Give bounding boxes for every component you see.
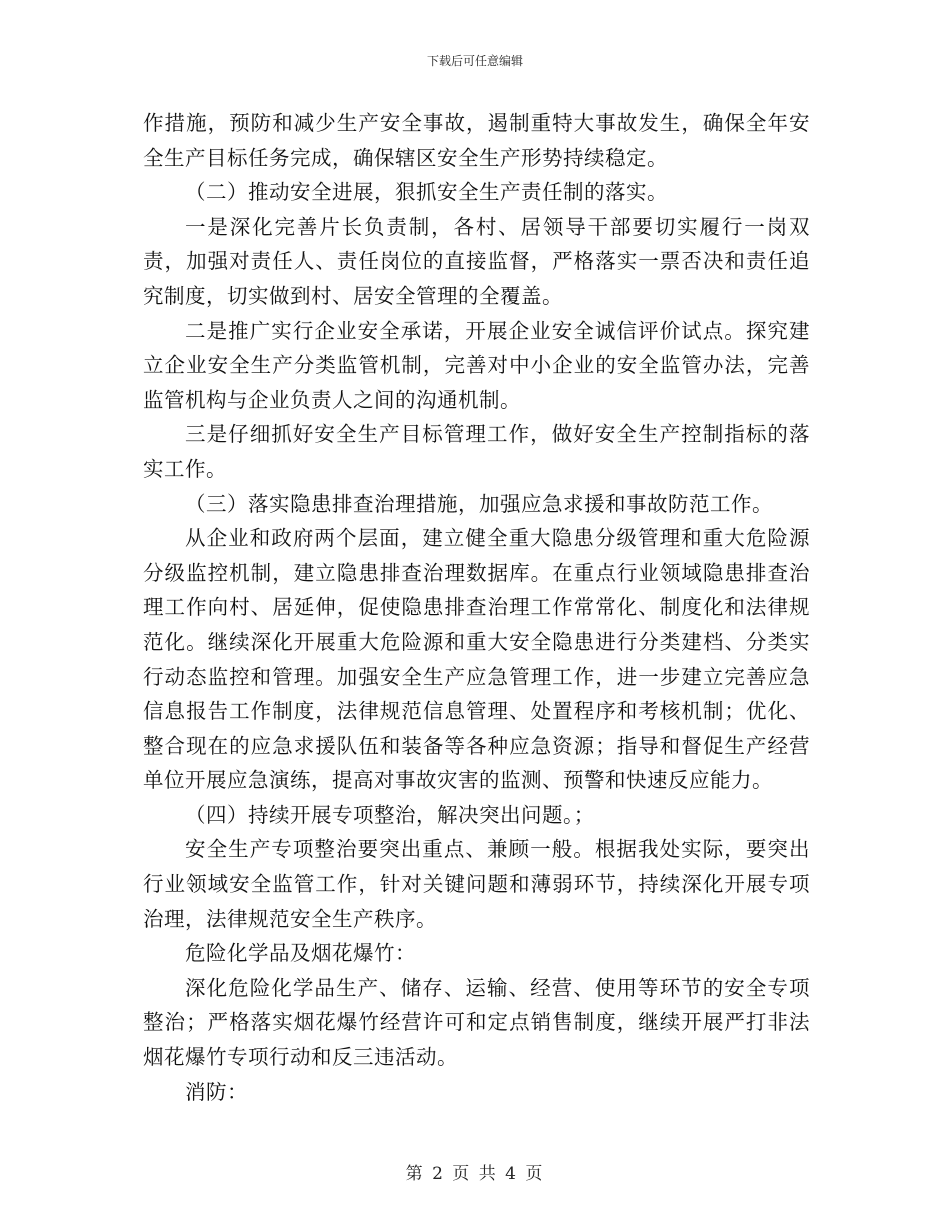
paragraph: 从企业和政府两个层面，建立健全重大隐患分级管理和重大危险源分级监控机制，建立隐患排查治理数据库。在重点行业领域隐患排查治理工作向村、居延伸，促使隐患排查治理工作常常化、制度化和法律规范化。继续深化开展重大危险源和重大安全隐患进行分类建档、分类实行动态监控和管理。加强安全生产应急管理工作，进一步建立完善应急信息报告工作制度，法律规范信息管理、处置程序和考核机制；优化、整合现在的应急求援队伍和装备等各种应急资源；指导和督促生产经营单位开展应急演练，提高对事故灾害的监测、预警和快速反应能力。: [143, 526, 810, 793]
page-footer: 第 2 页 共 4 页: [405, 1164, 545, 1184]
paragraph: 作措施，预防和减少生产安全事故，遏制重特大事故发生，确保全年安全生产目标任务完成，确保辖区安全生产形势持续稳定。: [143, 111, 810, 170]
paragraph: 一是深化完善片长负责制，各村、居领导干部要切实履行一岗双责，加强对责任人、责任岗位的直接监督，严格落实一票否决和责任追究制度，切实做到村、居安全管理的全覆盖。: [143, 214, 810, 308]
paragraph: 三是仔细抓好安全生产目标管理工作，做好安全生产控制指标的落实工作。: [143, 422, 810, 481]
section-heading: （四）持续开展专项整治，解决突出问题。；: [185, 802, 595, 827]
subheading: 危险化学品及烟花爆竹：: [185, 941, 416, 966]
page-header: 下载后可任意编辑: [426, 54, 523, 68]
subheading: 消防：: [185, 1079, 248, 1104]
section-heading: （三）落实隐患排查治理措施，加强应急求援和事故防范工作。: [185, 491, 773, 516]
section-heading: （二）推动安全进展，狠抓安全生产责任制的落实。: [185, 180, 668, 205]
paragraph: 深化危险化学品生产、储存、运输、经营、使用等环节的安全专项整治；严格落实烟花爆竹经营许可和定点销售制度，继续开展严打非法烟花爆竹专项行动和反三违活动。: [143, 975, 810, 1070]
paragraph: 安全生产专项整治要突出重点、兼顾一般。根据我处实际，要突出行业领域安全监管工作，针对关键问题和薄弱环节，持续深化开展专项治理，法律规范安全生产秩序。: [143, 837, 810, 931]
paragraph: 二是推广实行企业安全承诺，开展企业安全诚信评价试点。探究建立企业安全生产分类监管机制，完善对中小企业的安全监管办法，完善监管机构与企业负责人之间的沟通机制。: [143, 318, 810, 412]
document-body: [143, 106, 810, 1109]
